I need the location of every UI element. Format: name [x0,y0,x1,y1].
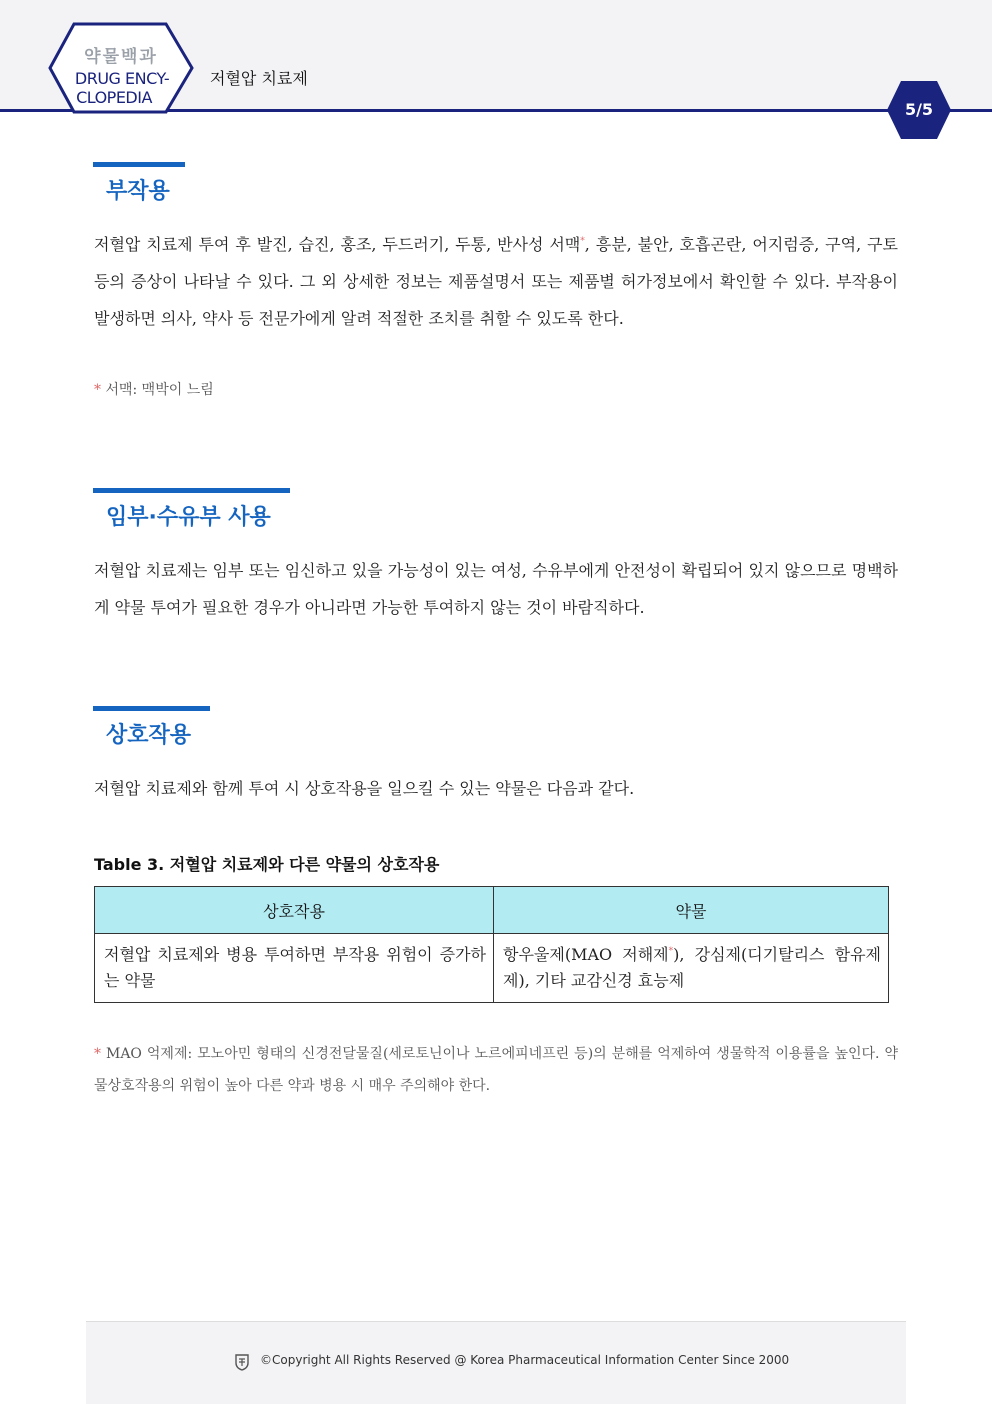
section-accent-bar [93,162,185,167]
side-effects-text-a: 저혈압 치료제 투여 후 발진, 습진, 홍조, 두드러기, 두통, 반사성 서맥 [94,235,581,254]
table-row [95,934,889,1003]
table-cell-drug [494,934,889,1003]
document-title: 저혈압 치료제 [210,69,308,88]
section-accent-bar [93,488,290,493]
section-accent-bar [93,706,210,711]
table-cell-interaction: 저혈압 치료제와 병용 투여하면 부작용 위험이 증가하는 약물 [95,934,494,1003]
side-effects-text-b: , 흥분, 불안, 호흡곤란, 어지럼증, 구역, 구토 등의 증상이 나타날 수 있다. 그 외 상세한 정보는 제품설명서 또는 제품별 허가정보에서 확인할 수 있다. 부작용이 발생하면 의사, 약사 등 전문가에게 알려 적절한 조치를 취할 수 있도록 한다. [94,235,898,328]
interactions-table [94,886,889,1003]
logo-english-line1: DRUG ENCY- [74,69,170,88]
interactions-paragraph: 저혈압 치료제와 함께 투여 시 상호작용을 일으킬 수 있는 약물은 다음과 같다. [94,779,635,798]
side-effects-paragraph [94,226,898,337]
interactions-footnote [94,1038,898,1102]
logo-korean: 약물백과 [84,47,158,67]
section-title-pregnancy: 임부·수유부 사용 [106,505,271,530]
side-effects-footnote [94,374,898,406]
footnote-marker: * [668,946,674,957]
drug-text-a: 항우울제(MAO 저해제 [503,945,669,964]
footnote-text: MAO 억제제: 모노아민 형태의 신경전달물질(세로토닌이나 노르에피네프린 등)의 분해를 억제하여 생물학적 이용률을 높인다. 약물상호작용의 위험이 높아 다른 약과 병용 시 매우 주의해야 한다. [94,1046,898,1094]
table-caption: Table 3. 저혈압 치료제와 다른 약물의 상호작용 [94,855,440,874]
crest-icon [234,1353,250,1371]
table-header-interaction: 상호작용 [95,887,494,934]
section-title-side-effects: 부작용 [106,179,170,204]
drug-text-b: ), 강심제(디기탈리스 함유제제), 기타 교감신경 효능제 [503,945,882,990]
page-number: 5/5 [904,100,934,119]
pregnancy-paragraph: 저혈압 치료제는 임부 또는 임신하고 있을 가능성이 있는 여성, 수유부에게 안전성이 확립되어 있지 않으므로 명백하게 약물 투여가 필요한 경우가 아니라면 가능한 투여하지 않는 것이 바람직하다. [94,561,898,617]
logo-english-line2: CLOPEDIA [76,88,152,107]
footer-copyright: ©Copyright All Rights Reserved @ Korea Pharmaceutical Information Center Since 2000 [260,1353,790,1367]
section-title-interactions: 상호작용 [106,723,192,748]
footnote-marker: * [580,236,585,247]
footnote-star: * [94,1046,101,1062]
footnote-star: * [94,382,101,398]
table-header-row [95,887,889,934]
footnote-text: 서맥: 맥박이 느림 [105,382,214,398]
table-header-drug: 약물 [494,887,889,934]
